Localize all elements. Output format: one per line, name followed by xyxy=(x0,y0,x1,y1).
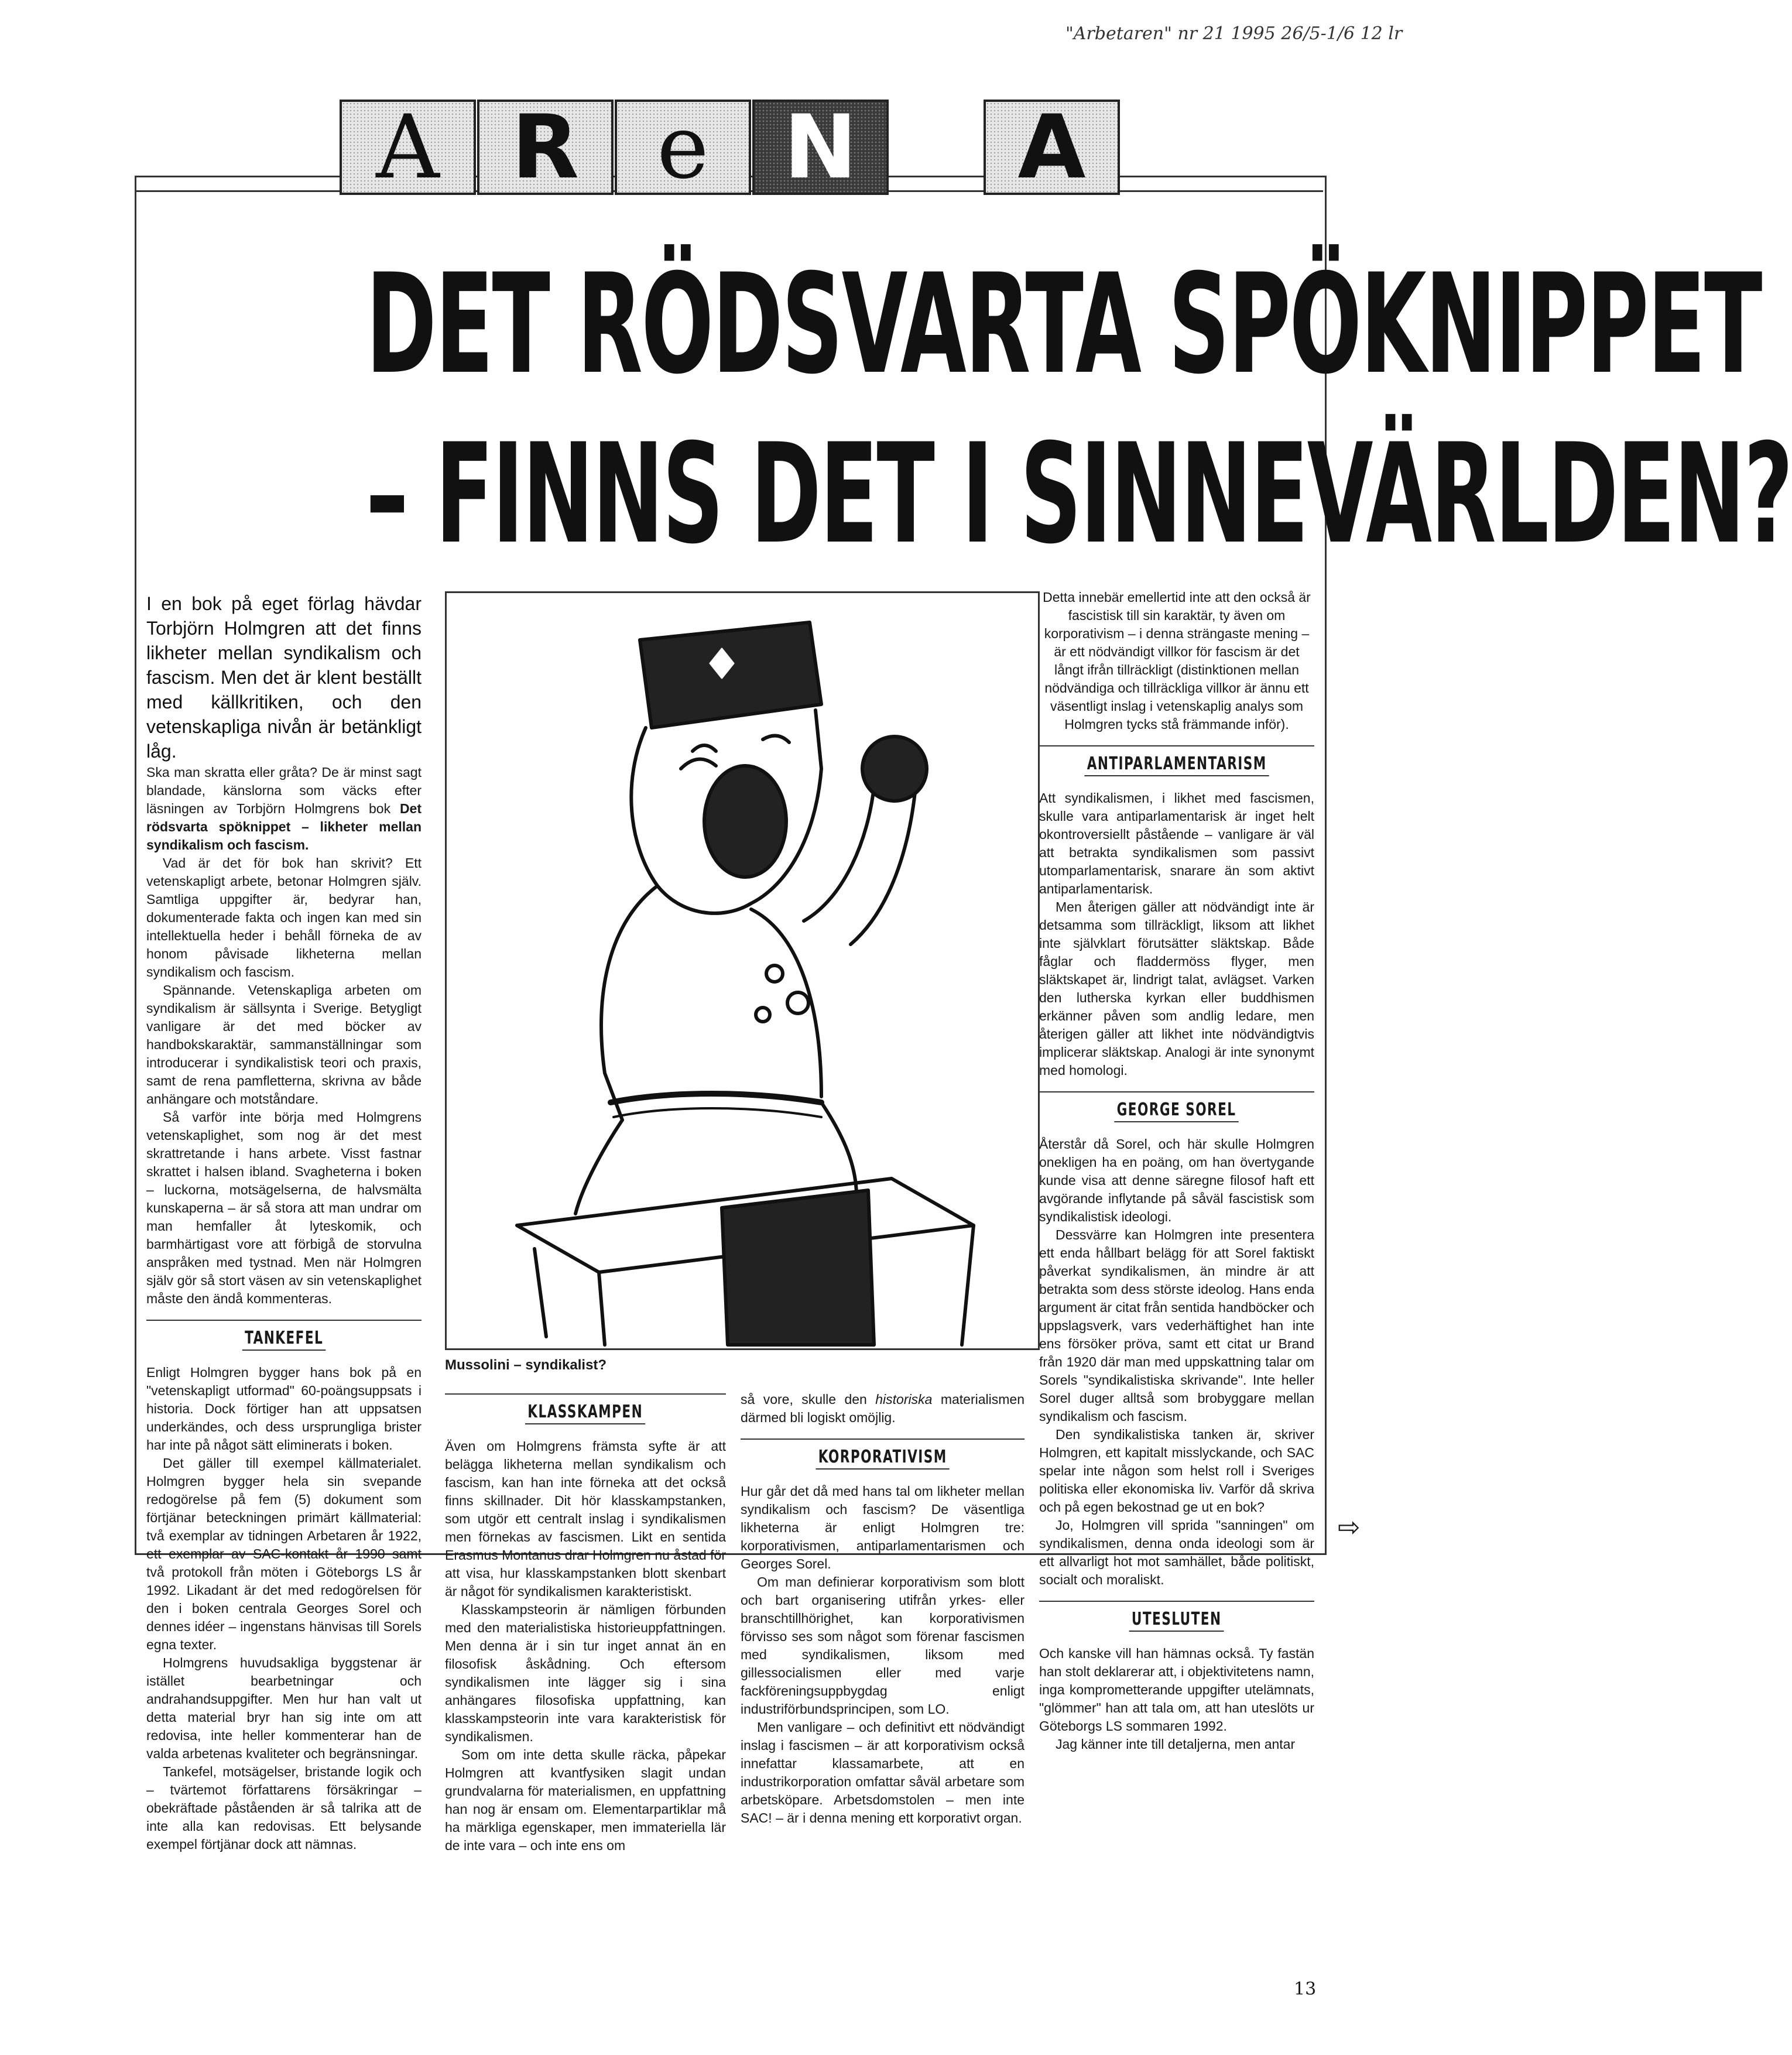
subheading-korporativism: KORPORATIVISM xyxy=(741,1438,1025,1470)
illustration-caption: Mussolini – syndikalist? xyxy=(445,1357,607,1373)
paragraph: Vad är det för bok han skrivit? Ett vetenskapligt arbete, betonar Holmgren själv. Samtliga uppgifter är, bedyrar han, dokumenterade fakta och ingen kan med sin intellektuella heder i behåll förneka de av honom påvisade likheterna mellan syndikalism och fascism. xyxy=(146,855,422,979)
subheading-utesluten: UTESLUTEN xyxy=(1039,1601,1314,1632)
subheading-tankefel: TANKEFEL xyxy=(146,1320,422,1351)
subheading-klasskampen: KLASSKAMPEN xyxy=(445,1393,726,1424)
paragraph: Men återigen gäller att nödvändigt inte är detsamma som tillräckligt, liksom att likhet inte självklart förutsätter släktskap. Både fåglar och fladdermöss flyger, men släktskapet är, lindrigt talat, avlägset. Varken den lutherska kyrkan eller buddhismen erkänner påven som andlig ledare, men återigen gäller att likhet inte nödvändigtvis implicerar släktskap. Analogi är inte synonymt med homologi. xyxy=(1039,899,1314,1078)
masthead xyxy=(0,96,1493,198)
paragraph: Holmgrens huvudsakliga byggstenar är istället bearbetningar och andrahandsuppgifter. Men hur han valt ut detta material bryr han sig inte om att redovisa, inte heller kommenterar han de valda arbetenas kvaliteter och begränsningar. xyxy=(146,1655,422,1761)
paragraph: Ska man skratta eller gråta? De är minst sagt blandade, känslorna som väcks efter läsningen av Torbjörn Holmgrens bok Det rödsvarta spöknippet – likheter mellan syndikalism och fascism. xyxy=(146,765,422,852)
masthead-letter-a2: A xyxy=(984,100,1120,195)
paragraph: Detta innebär emellertid inte att den också är fascistisk till sin karaktär, ty även om korporativism – i denna strängaste mening – är ett nödvändigt villkor för fascism är det långt ifrån tillräckligt (distinktionen mellan nödvändiga och tillräckliga villkor är ännu ett väsentligt inslag i vetenskaplig analys som Holmgren tycks stå främmande inför). xyxy=(1043,590,1311,732)
paragraph: Återstår då Sorel, och här skulle Holmgren onekligen ha en poäng, om han övertygande kunde visa att denne säregne filosof haft ett avgörande inflytande på såväl fascistisk som syndikalistisk ideologi. xyxy=(1039,1136,1314,1224)
paragraph: Men vanligare – och definitivt ett nödvändigt inslag i fascismen – är att korporativism också innefattar klassamarbete, att en industrikorporation omfattar såväl arbetare som arbetsköpare. Arbetsdomstolen – men inte SAC! – är i denna mening ett korporativt organ. xyxy=(741,1720,1025,1825)
paragraph: Att syndikalismen, i likhet med fascismen, skulle vara antiparlamentarisk är inget helt okontroversiellt påstående – vanligare är väl att betrakta syndikalismen som passivt utomparlamentarisk, snarare än som aktivt antiparlamentarisk. xyxy=(1039,790,1314,896)
page-number: 13 xyxy=(1294,1979,1317,1999)
paragraph: Tankefel, motsägelser, bristande logik och – tvärtemot författarens försäkringar – obekräftade påståenden är så talrika att de inte alla kan redovisas. Ett belysande exempel förtjänar dock att nämnas. xyxy=(146,1764,422,1852)
masthead-letter-n: N xyxy=(752,100,889,195)
paragraph: Den syndikalistiska tanken är, skriver Holmgren, ett kapitalt misslyckande, och SAC spelar inte någon som helst roll i Sveriges politiska eller ekonomiska liv. Varför då skriva och på egen bekostnad ge ut en bok? xyxy=(1039,1427,1314,1515)
book-title: Det rödsvarta spöknippet – likheter mellan syndikalism och fascism. xyxy=(146,801,422,852)
paragraph: Enligt Holmgren bygger hans bok på en "vetenskapligt utformad" 60-poängsuppsats i historia. Dock förtiger han att uppsatsen underkändes, och dess ursprungliga brister har inte på något sätt eliminerats i boken. xyxy=(146,1365,422,1453)
paragraph: Hur går det då med hans tal om likheter mellan syndikalism och fascism? De väsentliga likheterna är enligt Holmgren tre: korporativismen, antiparlamentarismen och Georges Sorel. xyxy=(741,1484,1025,1571)
column-1 xyxy=(146,591,422,1854)
masthead-letter-e: e xyxy=(615,100,751,195)
paragraph: Det gäller till exempel källmaterialet. Holmgren bygger hela sin svepande redogörelse på fem (5) dokument som förtjänar beteckningen primärt källmaterial: två exemplar av tidningen Arbetaren år 1922, ett exemplar av SAC-kontakt år 1990 samt två protokoll från möten i Göteborgs LS år 1992. Likadant är det med redogörelsen för den i boken centrala Georges Sorel och dennes idéer – ingenstans hänvisas till Sorels egna texter. xyxy=(146,1455,422,1652)
handwritten-note: "Arbetaren" nr 21 1995 26/5-1/6 12 lr xyxy=(1065,23,1403,44)
subheading-george-sorel: GEORGE SOREL xyxy=(1039,1091,1314,1122)
masthead-letter-r: R xyxy=(477,100,614,195)
headline-line-2: – FINNS DET I SINNEVÄRLDEN? xyxy=(366,415,1792,574)
column-2 xyxy=(445,1393,726,1855)
paragraph: så vore, skulle den historiska materialismen därmed bli logiskt omöjlig. xyxy=(741,1392,1025,1425)
headline-line-1: DET RÖDSVARTA SPÖKNIPPET xyxy=(366,245,1761,405)
lead-paragraph: I en bok på eget förlag hävdar Torbjörn Holmgren att det finns likheter mellan syndikalism och fascism. Men det är klent beställt med källkritiken, och den vetenskapliga nivån är betänkligt låg. xyxy=(146,593,422,762)
paragraph: Dessvärre kan Holmgren inte presentera ett enda hållbart belägg för att Sorel faktiskt påverkat syndikalismen, än mindre är att betrakta som dess störste ideolog. Hans enda argument är citat från sentida handböcker och uppslagsverk, vars vederhäftighet han inte ens försöker pröva, samt ett citat ur Brand från 1920 där man med uppskattning talar om Sorels "syndikalistiska skrivande". Inte heller Sorel duger alltså som brobyggare mellan syndikalism och fascism. xyxy=(1039,1227,1314,1424)
cartoon-illustration xyxy=(445,591,1040,1350)
paragraph: Jag känner inte till detaljerna, men antar xyxy=(1056,1737,1296,1752)
paragraph: Även om Holmgrens främsta syfte är att belägga likheterna mellan syndikalism och fascism, kan han inte förneka att det också finns skillnader. Dit hör klasskampstanken, som utgör ett centralt inslag i syndikalismen men förnekas av fascismen. Likt en sentida Erasmus Montanus drar Holmgren nu åstad för att visa, hur klasskampstanken blott skenbart är något för syndikalismen karakteristiskt. xyxy=(445,1438,726,1599)
subheading-antiparlamentarism: ANTIPARLAMENTARISM xyxy=(1039,745,1314,776)
paragraph: Och kanske vill han hämnas också. Ty fastän han stolt deklarerar att, i objektivitetens namn, inga komprometterande uppgifter utelämnats, "glömmer" han att tala om, att han uteslöts ur Göteborgs LS sommaren 1992. xyxy=(1039,1646,1314,1734)
column-3 xyxy=(741,1390,1025,1827)
paragraph: Så varför inte börja med Holmgrens vetenskaplighet, som nog är det mest skrattretande i hans arbete. Visst fastnar skrattet i halsen ibland. Svagheterna i boken – luckorna, motsägelserna, de halvsmälta kunskaperna – är så stora att man undrar om man hemfaller åt lyteskomik, och barmhärtigast vore att förbigå de storvulna anspråken med tystnad. Men när Holmgren själv gör så stort väsen av sin vetenskaplighet måste den ändå kommenteras. xyxy=(146,1109,422,1306)
paragraph: Spännande. Vetenskapliga arbeten om syndikalism är sällsynta i Sverige. Betygligt vanligare är det med böcker av handbokskaraktär, sammanställningar som introducerar i syndikalistisk teori och praxis, samt de rena pamfletterna, skrivna av både anhängare och motståndare. xyxy=(146,982,422,1107)
column-4 xyxy=(1039,588,1314,1753)
mussolini-cartoon-drawing xyxy=(447,593,1034,1345)
arrow-right-outline-icon: ⇨ xyxy=(1338,1512,1361,1542)
paragraph: Jo, Holmgren vill sprida "sanningen" om syndikalismen, denna onda ideologi som är ett allvarligt hot mot samhället, både politiskt, socialt och moraliskt. xyxy=(1039,1518,1314,1587)
paragraph: Om man definierar korporativism som blott och bart organisering utifrån yrkes- eller branschtillhörighet, kan korporativismen förvisso ses som något som förenar fascismen med syndikalismen, liksom med gillessocialismen eller med varje fackföreningsuppbygdag enligt industriförbundsprincipen, som LO. xyxy=(741,1574,1025,1717)
paragraph: Som om inte detta skulle räcka, påpekar Holmgren att kvantfysiken slagit undan grundvalarna för materialismen, en uppfattning han nog är ensam om. Elementarpartiklar må ha märkliga egenskaper, men immateriella lär de inte vara – och inte ens om xyxy=(445,1747,726,1853)
masthead-letter-a1: A xyxy=(340,100,476,195)
paragraph: Klasskampsteorin är nämligen förbunden med den materialistiska historieuppfattningen. Men denna är i sin tur inget annat än en filosofisk åskådning. Och eftersom syndikalismen inte lägger sig i sina anhängares filosofiska uppfattning, kan klasskampsteorin inte vara karakteristisk för syndikalismen. xyxy=(445,1602,726,1744)
